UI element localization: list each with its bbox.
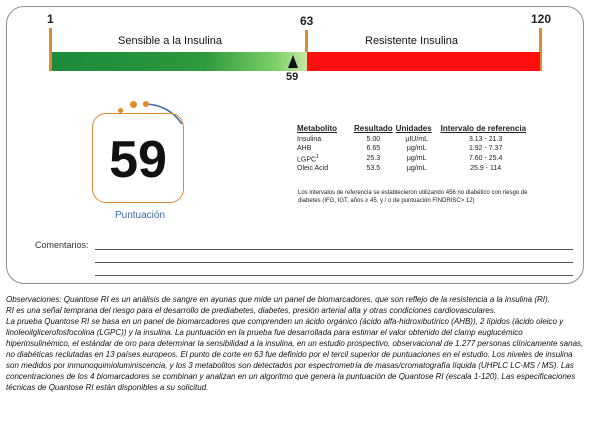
observations-text <box>6 294 586 393</box>
score-marker-triangle <box>288 55 298 68</box>
resistant-zone-bar <box>307 52 540 71</box>
metabolite-result: 25.3 <box>366 155 381 163</box>
header-units: Unidades <box>395 124 432 133</box>
observation-paragraph: Observaciones: Quantose RI es un análisis de sangre en ayunas que mide un panel de biomarcadores, que son reflejo de la resistencia a la insulina (RI). <box>6 295 550 304</box>
header-reference-range: Intervalo de referencia <box>440 124 527 133</box>
table-row <box>297 153 534 164</box>
metabolite-range: 1.92 - 7.37 <box>468 145 503 152</box>
metabolite-footnote-marker: 1 <box>316 154 319 160</box>
score-marker-label: 59 <box>286 71 299 83</box>
metabolite-name: AHB <box>297 145 312 152</box>
observation-paragraph: RI es una señal temprana del riesgo para el desarrollo de prediabetes, diabetes, presión arterial alta y otras condiciones cardiovasculares. <box>6 306 497 315</box>
table-row <box>297 164 534 173</box>
metabolite-result: 53.5 <box>366 165 381 173</box>
results-header-row <box>297 124 534 135</box>
metabolite-range: 3.13 - 21.3 <box>468 136 503 143</box>
metabolite-range: 25.9 - 114 <box>470 165 502 173</box>
header-result: Resultado <box>354 124 393 133</box>
sensitive-zone-bar <box>52 52 307 71</box>
metabolite-result: 6.65 <box>366 145 381 152</box>
metabolite-range: 7.60 - 25.4 <box>468 155 503 163</box>
scale-min-label: 1 <box>47 12 54 26</box>
reference-range-note: Los intervalos de referencia se establecieron utilizando 456 no diabético con riesgo de diabetes (IFG, IGT, años ≥ 45, y / o de puntuación FINDRISC> 12) <box>298 190 528 204</box>
metabolite-unit: µg/mL <box>406 145 427 152</box>
score-caption: Puntuación <box>114 210 166 221</box>
results-table <box>297 124 534 173</box>
sensitive-zone-label: Sensible a la Insulina <box>118 35 222 47</box>
score-value: 59 <box>109 131 167 189</box>
comment-line-3[interactable] <box>95 275 573 276</box>
metabolite-result: 5.00 <box>366 136 381 143</box>
metabolite-name: LGPC <box>297 156 317 164</box>
scale-max-label: 120 <box>531 12 552 26</box>
score-dot-large <box>143 101 149 107</box>
metabolite-unit: µIU/mL <box>405 136 429 143</box>
header-metabolite: Metabolito <box>297 124 337 133</box>
comments-label: Comentarios: <box>35 240 89 250</box>
comment-line-1[interactable] <box>95 249 573 250</box>
resistant-zone-label: Resistente Insulina <box>365 35 458 47</box>
comment-line-2[interactable] <box>95 262 573 263</box>
metabolite-unit: µg/mL <box>406 165 427 173</box>
metabolite-name: Oleic Acid <box>297 165 329 173</box>
observation-paragraph: La prueba Quantose RI se basa en un panel de biomarcadores que comprenden un ácido orgánico (ácido alfa-hidroxibutírico (AHB)), 2 lípidos (ácido oleico y linoleoilglicerofosfocolina (LGPC)) y la insulina. La puntuación en la prueba fue desarrollada para estimar el valor obtenido del clamp euglucémico hiperinsulinémico, el estándar de oro para determinar la sensibilidad a la insulina, en un estudio prospectivo, observacional de 1.277 personas clínicamente sanas, no diabéticas reclutadas en 13 países europeos. El punto de corte en 63 fue definido por el tercil superior de puntuaciones en el estudio. Los niveles de insulina son medidos por inmunoquimioluminiscencia, y los 3 metabolitos son detectados por espectrometría de masas/cromatografía líquida (UHPLC LC-MS / MS). Las concentraciones de los 4 biomarcadores se combinan y analizan en un algoritmo que genera la puntuación de Quantose RI (escala 1-120). Las especificaciones técnicas de Quantose RI están disponibles a su solicitud. <box>6 317 584 392</box>
scale-cutoff-label: 63 <box>300 14 314 28</box>
metabolite-name: Insulina <box>297 136 322 143</box>
table-row <box>297 135 534 144</box>
metabolite-name-cell <box>297 153 354 164</box>
metabolite-unit: µg/mL <box>406 155 427 163</box>
score-dot-medium <box>130 101 137 108</box>
score-box <box>92 113 184 203</box>
table-row <box>297 144 534 153</box>
